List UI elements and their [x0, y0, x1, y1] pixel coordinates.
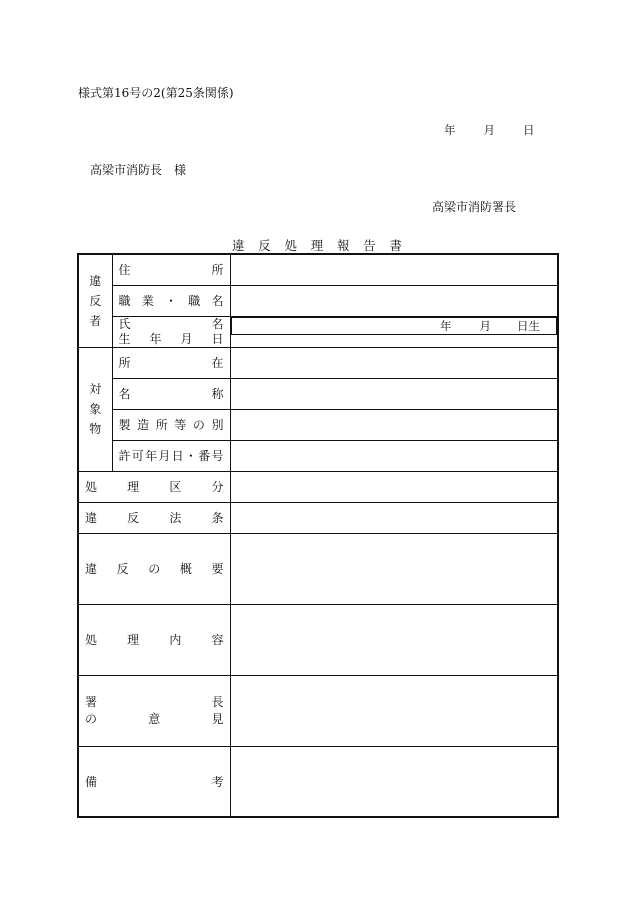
permit-label: 許 可 年 月 日 ・ 番 号 — [112, 440, 230, 471]
title-char: 告 — [363, 238, 376, 253]
address-label: 住 所 — [112, 254, 230, 285]
violated-law-field[interactable] — [230, 502, 558, 533]
processing-details-field[interactable] — [230, 604, 558, 675]
addressee: 高梁市消防長 様 — [90, 163, 187, 177]
name-birthdate-field[interactable] — [231, 317, 558, 335]
title-char: 書 — [389, 238, 402, 253]
chief-opinion-field[interactable] — [230, 675, 558, 746]
violation-summary-field[interactable] — [230, 533, 558, 604]
address-field[interactable] — [230, 254, 558, 285]
occupation-label: 職 業 ・ 職 名 — [112, 285, 230, 316]
target-name-field[interactable] — [230, 378, 558, 409]
birth-month-label: 月 — [479, 318, 491, 333]
birth-year-label: 年 — [440, 318, 452, 333]
birth-day-label: 日生 — [517, 318, 540, 333]
document-title — [232, 236, 402, 254]
chief-opinion-label: 署 長 の 意 見 — [78, 675, 230, 746]
date-day-label: 日 — [523, 123, 535, 137]
remarks-field[interactable] — [230, 746, 558, 817]
target-group-label: 対 象 物 — [78, 347, 112, 471]
report-date — [444, 122, 535, 138]
occupation-field[interactable] — [230, 285, 558, 316]
title-char: 理 — [310, 238, 324, 253]
processing-details-label: 処 理 内 容 — [78, 604, 230, 675]
permit-field[interactable] — [230, 440, 558, 471]
name-birthdate-label: 氏 名 生 年 月 日 — [112, 316, 230, 347]
violated-law-label: 違 反 法 条 — [78, 502, 230, 533]
report-table — [77, 253, 559, 818]
title-char: 違 — [232, 238, 245, 253]
target-name-label: 名 称 — [112, 378, 230, 409]
location-label: 所 在 — [112, 347, 230, 378]
processing-category-label: 処 理 区 分 — [78, 471, 230, 502]
date-year-label: 年 — [444, 123, 456, 137]
sender: 高梁市消防署長 — [432, 200, 517, 214]
location-field[interactable] — [230, 347, 558, 378]
form-number: 様式第16号の2(第25条関係) — [78, 86, 234, 100]
violation-summary-label: 違 反 の 概 要 — [78, 533, 230, 604]
violator-group-label: 違 反 者 — [78, 254, 112, 347]
processing-category-field[interactable] — [230, 471, 558, 502]
title-char: 反 — [258, 238, 271, 253]
facility-type-field[interactable] — [230, 409, 558, 440]
title-char: 報 — [336, 238, 350, 253]
remarks-label: 備 考 — [78, 746, 230, 817]
facility-type-label: 製 造 所 等 の 別 — [112, 409, 230, 440]
date-month-label: 月 — [483, 123, 495, 137]
title-char: 処 — [284, 238, 297, 253]
